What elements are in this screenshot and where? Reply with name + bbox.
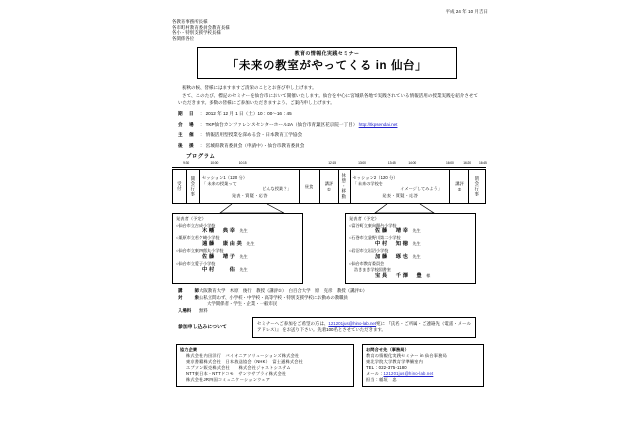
time-tick: 13:00 — [358, 161, 366, 166]
sponsor-line: エプソン販売株式会社 株式会社ジャストシステム — [186, 364, 291, 370]
target-line: 大学関係者・学生・企業・一般市民 — [207, 301, 278, 307]
program-cell-closing: 閉会行事 — [469, 170, 486, 203]
session2-format: 発表・質疑・応答 — [382, 192, 419, 198]
detail-colon: ： — [200, 142, 205, 148]
addressee-item: 各市町村教育委員会教育長様 — [172, 24, 230, 30]
target-line: 公私立問わず、小学校・中学校・高等学校・特別支援学校にお勤めの教職員 — [199, 294, 348, 300]
seminar-subtitle: 教育の情報化実践セミナー — [294, 50, 360, 57]
session1-theme-line2: どんな授業？」 — [262, 186, 292, 192]
detail-row-lecturer — [178, 288, 492, 294]
program-grid — [172, 169, 486, 204]
detail-value: TKP仙台カンファレンスセンターホール2A（仙台市青葉区花京院一丁目） http://tkpsendai.net — [205, 121, 398, 127]
detail-row-venue — [178, 122, 492, 128]
sponsor-line: 株式会社内田洋行 バイオニアソリューションズ株式会社 — [186, 353, 300, 359]
time-tick: 13:45 — [387, 161, 396, 166]
program-cell-review2 — [450, 170, 469, 203]
session1-format: 発表・質疑・応答 — [231, 192, 268, 198]
contact-line: 東北学院大学教育学準備室内 — [366, 359, 424, 365]
presenter-school: ○仙台市教育委員会 — [349, 261, 385, 266]
session2-theme-line2: イメージしてみよう」 — [400, 186, 442, 192]
contact-box — [362, 344, 484, 386]
timeline-rule — [172, 167, 486, 168]
footer-boxes — [176, 344, 484, 386]
additional-details — [162, 288, 492, 315]
session1-heading: セッション1（120 分） — [202, 174, 248, 180]
time-tick: 16:00 — [445, 161, 454, 166]
detail-label: 入場料 — [178, 308, 192, 314]
review1-number: ① — [327, 186, 331, 192]
review2-label: 講評 — [455, 181, 464, 187]
presenter-box-session2 — [345, 213, 476, 284]
presenter-boxes — [172, 213, 486, 284]
time-tick: 16:45 — [478, 161, 487, 166]
document-sheet — [162, 8, 492, 420]
contact-person: 担当：稲垣 忠 — [366, 376, 397, 382]
sponsors-box — [176, 344, 354, 386]
contact-mail: メール：121201jus@hino-lab.net — [366, 370, 434, 376]
seminar-title: 「未来の教室がやってくる in 仙台」 — [226, 59, 428, 72]
event-details — [162, 111, 492, 149]
review1-label: 講評 — [324, 181, 334, 187]
presenter-name: 佐藤 靖子 先生 — [202, 254, 248, 261]
presenter-name: 中村 佑 先生 — [202, 266, 248, 273]
connector-lines — [172, 204, 486, 213]
presenter-box-title: 発表者（予定） — [176, 216, 207, 222]
addressee-item: 各小・特別支援学校長様 — [172, 30, 221, 36]
program-cell-session2 — [351, 170, 451, 203]
presenter-school: ○仙台市立東四郎丸小学校 — [176, 248, 224, 254]
detail-row-date — [178, 111, 492, 117]
time-tick: 10:15 — [238, 161, 247, 166]
application-email-link[interactable]: 121201jus@hino-lab.net — [328, 320, 377, 326]
detail-colon: ： — [200, 111, 205, 117]
review2-number: ② — [457, 186, 462, 192]
sponsor-line: 東京書籍株式会社 日本放送協会（NHK） 富士通株式会社 — [186, 359, 304, 365]
presenter-box-session1 — [172, 213, 303, 284]
session1-theme-line1: 「 未来の授業って — [202, 180, 237, 186]
presenter-name: 遠藤 康由美 先生 — [202, 241, 255, 248]
presenter-school: ○富谷町立東向陽台小学校 — [349, 222, 397, 228]
venue-url-link[interactable]: http://tkpsendai.net — [358, 121, 398, 127]
program-heading: プログラム — [186, 154, 216, 161]
presenter-name: 佐藤 靖幸 先生 — [375, 228, 421, 235]
detail-value: 無料 — [199, 308, 208, 314]
greeting-paragraph: 初秋の候、皆様にはますますご清栄のこととお喜び申し上げます。 — [182, 84, 317, 90]
contact-tel: TEL：022-375-1180 — [366, 364, 407, 370]
detail-row-fee — [178, 308, 492, 314]
detail-value — [199, 295, 492, 307]
contact-line: 教育の情報化実践セミナー in 仙台事務局 — [366, 353, 447, 359]
greeting-paragraph: さて、このたび、標記のセミナーを仙台市において開催いたします。仙台を中心に宮城県各地で実践されている情報活用の授業実践を紹介させていただきます。多数の皆様にご参加いただきますよう、ご案内申し上げます。 — [178, 92, 478, 105]
detail-label: 主 催 — [178, 132, 194, 138]
application-label: 参加申し込みについて — [178, 324, 227, 330]
program-cell-break: 休憩・移動 — [339, 170, 351, 203]
presenter-school: ○岩沼市立岩沼小学校 — [349, 248, 389, 254]
application-text-before: セミナーへご参加をご希望の方は、 — [257, 320, 329, 326]
presenter-school: ○仙台市立愛子小学校 — [176, 261, 216, 266]
time-tick: 10:00 — [210, 161, 219, 166]
application-text-after: 宛に 『氏名・ご所属・ご連絡先（電話・メールアドレス）』 をお送り下さい。先着100名とさせていただきます。 — [257, 320, 471, 333]
addressee-list — [162, 19, 492, 41]
time-tick: 14:00 — [408, 161, 417, 166]
detail-value: 2012 年 12 月 1 日（土）10：00～16：45 — [205, 111, 292, 117]
time-tick: 12:15 — [328, 161, 337, 166]
session2-theme-line1: 「 未来の学校を — [352, 180, 383, 186]
presenter-school: ○石巻市立釜野川第二小学校 — [349, 235, 401, 241]
program-cell-opening: 開会行事 — [187, 170, 200, 203]
program-cell-lunch: 昼食 — [300, 170, 320, 203]
title-box — [197, 47, 457, 79]
application-section — [162, 317, 492, 339]
program-cell-review1 — [320, 170, 339, 203]
detail-colon: ： — [200, 121, 205, 127]
addressee-item: 各教育事務所長様 — [172, 19, 208, 24]
detail-label: 講 師 — [178, 287, 199, 293]
program-cell-reception: 受付 — [173, 170, 187, 203]
presenter-box-title: 発表者（予定） — [349, 216, 380, 222]
sponsor-line: 株式会社JR四国コミュニケーションウェア — [186, 376, 271, 382]
presenter-subschool: 浩きまき学校図書室 — [354, 266, 391, 272]
detail-label: 対 象 — [178, 294, 199, 300]
presenter-name: 宝長 千澤 豊 様 — [375, 272, 431, 279]
sponsor-line: NTT東日本・NTTドコモ サンウサプライ株式会社 — [186, 370, 287, 376]
time-tick: 16:20 — [463, 161, 472, 166]
issue-date: 平成 24 年 10 月吉日 — [445, 9, 488, 14]
addressee-item: 各関係各位 — [172, 35, 195, 41]
contact-title: お問合せ先（事務局） — [366, 347, 409, 353]
detail-value: 大阪教育大学 木原 俊行 教授（講評②） 白百合大学 原 克彦 教授（講評①） — [199, 287, 368, 293]
sponsors-title: 協力企業 — [180, 347, 198, 353]
time-tick: 9:30 — [183, 161, 190, 166]
detail-row-target — [178, 295, 492, 307]
detail-value: 情報活用型授業を深める会・日本教育工学協会 — [205, 132, 303, 138]
contact-email-link[interactable]: 121201jus@hino-lab.net — [383, 370, 434, 376]
detail-colon: ： — [200, 132, 205, 138]
presenter-name: 中村 知徳 先生 — [375, 241, 421, 248]
detail-label: 会 場 — [178, 121, 194, 127]
detail-label: 後 援 — [178, 142, 194, 148]
program-cell-session1 — [200, 170, 300, 203]
application-box — [252, 317, 476, 339]
presenter-name: 木幡 典幸 先生 — [202, 228, 248, 235]
detail-value: 宮城県教育委員会（申請中）・仙台市教育委員会 — [205, 142, 305, 148]
session2-heading: セッション2（120 分） — [352, 174, 398, 180]
detail-row-organizer — [178, 132, 492, 138]
presenter-school: ○仙台市立吉成小学校 — [176, 222, 216, 228]
detail-row-support — [178, 143, 492, 149]
program-connectors — [172, 204, 486, 213]
program-timeline — [172, 161, 486, 169]
greeting-text — [162, 85, 492, 106]
presenter-school: ○栗原市立若ケ崎小学校 — [176, 235, 220, 241]
detail-label: 期 日 — [178, 111, 194, 117]
presenter-name: 加藤 琢也 先生 — [375, 254, 421, 261]
